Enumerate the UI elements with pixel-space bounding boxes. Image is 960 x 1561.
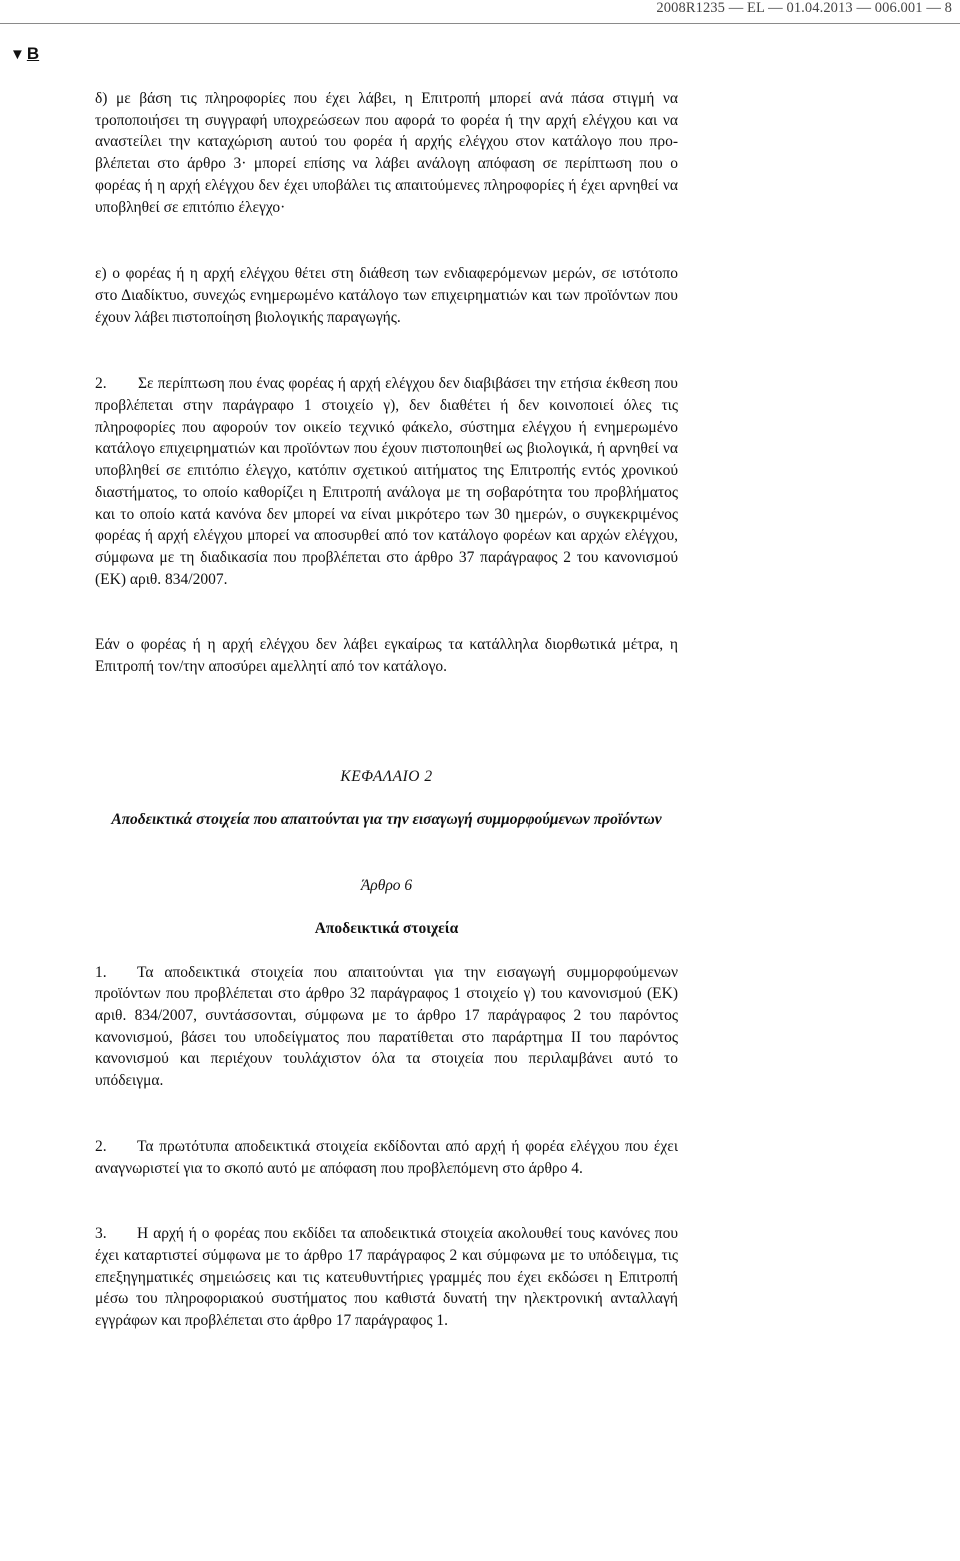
article-label: Άρθρο 6 [360, 877, 413, 895]
paragraph-withdrawal: Εάν ο φορέας ή η αρχή ελέγχου δεν λάβει εγκαίρως τα κατάλληλα διορθωτικά μέτρα, η Επιτροπή τον/την αποσύρει αμελλητί από τον κατάλογο. [95, 636, 678, 676]
chapter-label: ΚΕΦΑΛΑΙΟ 2 [340, 767, 433, 785]
article-title: Αποδεικτικά στοιχεία [314, 919, 459, 937]
amendment-marker-letter: B [26, 44, 40, 63]
paragraph-2-text: Σε περίπτωση που ένας φορέας ή αρχή ελέγχου δεν διαβιβάσει την ετήσια έκθεση που προβλέπεται στην παράγραφο 1 στοιχείο γ), δεν διαθέτει ή δεν κοινοποιεί όλες τις πληροφορίες που αφορούν τον οικείο τεχνικό φάκελο, σύστημα ελέγχου ή ενημερωμένο κατάλογο επιχειρηματιών και προϊόντων που έχουν πιστοποιηθεί ως βιολογικά, ή αρνηθεί να υποβληθεί σε επιτόπιο έλεγχο, κατόπιν σχετικού αιτήματος της Επιτροπής εντός χρονικού διαστήματος, το οποίο καθορίζει η Επιτροπή ανάλογα με τη σοβαρότητα του προβλήματος και το οποίο κατά κανόνα δεν μπορεί να είναι μικρότερο των 30 ημερών, ο συγκεκριμένος φορέας ή αρχή ελέγχου μπορεί να αποσυρθεί από τον κατάλογο φορέων και αρχών ελέγχου, σύμφωνα με τη διαδικασία που προβλέπεται στο άρθρο 37 παράγραφος 2 του κανονισμού (ΕΚ) αριθ. 834/2007. [95, 375, 678, 588]
header-divider [0, 23, 960, 24]
article-paragraph-1-text: Τα αποδεικτικά στοιχεία που απαιτούνται για την εισαγωγή συμμορφούμενων προϊόντων που προβλέπεται στο άρθρο 32 παράγραφος 1 στοιχείο γ) του κανονισμού (ΕΚ) αριθ. 834/2007, συντάσσονται, σύμφωνα με το άρθρο 17 παράγραφος 2 του παρόντος κανονισμού, βάσει του υποδείγματος που παρατίθεται στο παράρτημα ΙΙ του παρόντος κανονισμού και περιέχουν τουλάχιστον όλα τα στοιχεία που περιλαμβάνει αυτό το υπόδειγμα. [95, 963, 678, 1090]
amendment-marker [10, 44, 39, 64]
paragraph-number: 3. [95, 1225, 107, 1243]
paragraph-2 [95, 373, 678, 590]
paragraph-number: 2. [95, 375, 107, 393]
article-paragraph-3 [95, 1223, 678, 1332]
paragraph-d: δ) με βάση τις πληροφορίες που έχει λάβει, η Επιτροπή μπορεί ανά πάσα στιγμή να τροποποιήσει τη συγγραφή υποχρεώσεων που αφορά το φορέα ή την αρχή ελέγχου και να αναστείλει την καταχώριση αυτού του φορέα ή αρχής ελέγχου στον κατάλογο που προβλέπεται στο άρθρο 3· μπορεί επίσης να λάβει ανάλογη απόφαση σε περίπτωση που ο φορέας ή η αρχή ελέγχου δεν έχει υποβάλει τις απαιτούμενες πληροφορίες ή έχει αρνηθεί να υποβληθεί σε επιτόπιο έλεγχο· [95, 90, 678, 216]
document-body [95, 88, 678, 1332]
paragraph-number: 2. [95, 1137, 107, 1155]
chapter-title: Αποδεικτικά στοιχεία που απαιτούνται για την εισαγωγή συμμορφούμενων προϊόντων [111, 811, 662, 829]
article-paragraph-1 [95, 962, 678, 1092]
document-reference-header: 2008R1235 — EL — 01.04.2013 — 006.001 — 8 [656, 0, 952, 16]
article-paragraph-3-text: Η αρχή ή ο φορέας που εκδίδει τα αποδεικτικά στοιχεία ακολουθεί τους κανόνες που έχει καταρτιστεί σύμφωνα με το άρθρο 17 παράγραφος 2 και σύμφωνα με το υπόδειγμα, τις επεξηγηματικές σημειώσεις και τις κατευθυντήριες γραμμές που έχει εκδώσει η Επιτροπή μέσω του πληροφοριακού συστήματος που καθιστά δυνατή την ηλεκτρονική ανταλλαγή εγγράφων και προβλέπεται στο άρθρο 17 παράγραφος 1. [95, 1225, 678, 1330]
triangle-down-icon: ▼ [10, 46, 25, 63]
paragraph-e: ε) ο φορέας ή η αρχή ελέγχου θέτει στη διάθεση των ενδιαφερόμενων μερών, σε ιστότοπο στο Διαδίκτυο, συνεχώς ενημερωμένο κατάλογο των επιχειρηματιών και των προϊόντων που έχουν λάβει πιστοποίηση βιολογικής παραγωγής. [95, 265, 678, 326]
article-paragraph-2-text: Τα πρωτότυπα αποδεικτικά στοιχεία εκδίδονται από αρχή ή φορέα ελέγχου που έχει αναγνωριστεί για το σκοπό αυτό με απόφαση που προβλεπόμενη στο άρθρο 4. [95, 1137, 678, 1177]
paragraph-number: 1. [95, 963, 107, 981]
article-paragraph-2 [95, 1136, 678, 1179]
